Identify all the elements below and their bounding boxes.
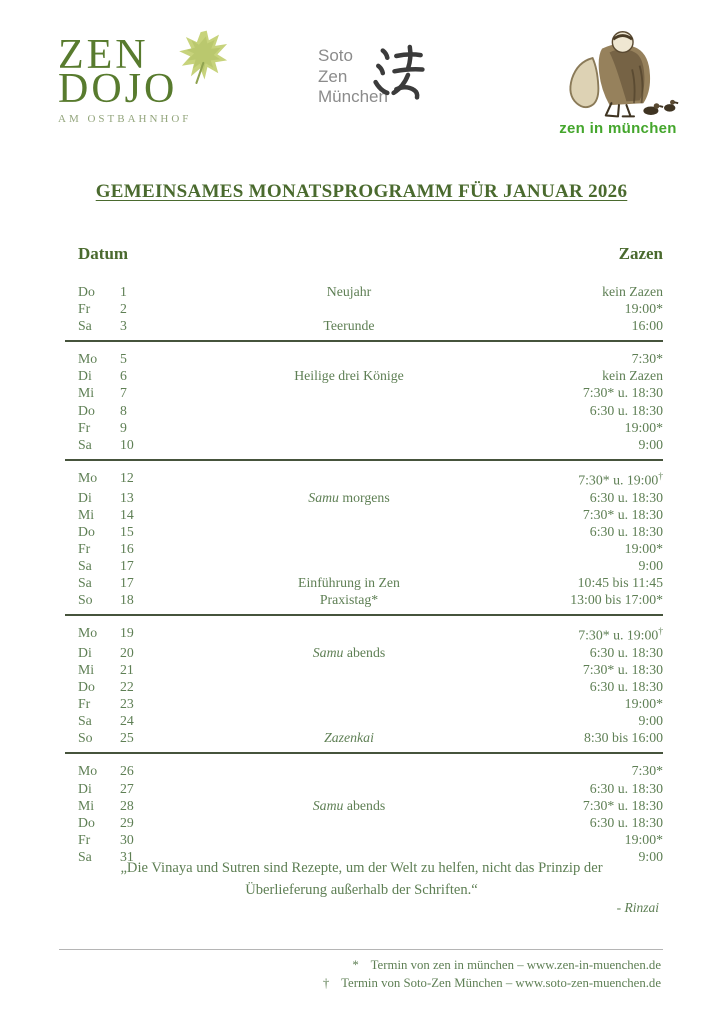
page-title: GEMEINSAMES MONATSPROGRAMM FÜR JANUAR 2026 <box>95 181 628 202</box>
time-cell: 7:30* u. 18:30 <box>582 797 663 813</box>
zen-dojo-logo <box>58 32 192 125</box>
event-cell: Teerunde <box>323 318 375 334</box>
event-cell <box>160 540 538 557</box>
schedule-table <box>65 280 663 871</box>
week-block <box>65 340 663 459</box>
time-cell: 6:30 u. 18:30 <box>589 489 663 505</box>
time-cell: 6:30 u. 18:30 <box>589 523 663 539</box>
date-cell: 27 <box>120 780 134 796</box>
date-cell: 2 <box>120 301 127 317</box>
zen-in-muenchen-caption: zen in münchen <box>559 120 677 137</box>
schedule-row <box>65 350 663 367</box>
time-cell: 9:00 <box>638 848 663 864</box>
schedule-row <box>65 678 663 695</box>
event-cell <box>160 506 538 523</box>
ducks <box>643 100 678 115</box>
schedule-row <box>65 317 663 334</box>
schedule-row <box>65 283 663 300</box>
event-cell <box>160 300 538 317</box>
date-cell: 31 <box>120 848 134 864</box>
time-cell: 6:30 u. 18:30 <box>589 814 663 830</box>
event-cell: Samu abends <box>312 797 386 813</box>
quote-line-2: Überlieferung außerhalb der Schriften.“ <box>245 881 478 898</box>
event-cell <box>160 419 538 436</box>
date-cell: 16 <box>120 540 134 556</box>
day-cell: Do <box>78 679 95 695</box>
date-cell: 28 <box>120 797 134 813</box>
date-cell: 19 <box>120 625 134 641</box>
event-cell <box>160 695 538 712</box>
event-cell <box>160 712 538 729</box>
day-cell: Fr <box>78 540 91 556</box>
date-cell: 5 <box>120 351 127 367</box>
time-cell: 16:00 <box>631 318 663 334</box>
day-cell: Mi <box>78 385 95 401</box>
day-cell: Sa <box>78 318 92 334</box>
quote-line-1: „Die Vinaya und Sutren sind Rezepte, um der Welt zu helfen, nicht das Prinzip der <box>120 860 603 876</box>
time-cell: 9:00 <box>638 436 663 452</box>
time-cell: 8:30 bis 16:00 <box>584 730 663 746</box>
maple-leaf-icon <box>170 24 236 90</box>
day-cell: Mo <box>78 351 98 367</box>
date-cell: 3 <box>120 318 127 334</box>
event-cell <box>160 661 538 678</box>
day-cell: Mo <box>78 469 98 485</box>
soto-zen-muenchen-logo <box>318 46 428 131</box>
schedule-row <box>65 436 663 453</box>
monk-illustration <box>555 28 681 122</box>
date-cell: 6 <box>120 368 127 384</box>
schedule-row <box>65 729 663 746</box>
event-cell <box>160 436 538 453</box>
time-cell: 7:30* u. 19:00† <box>578 627 663 643</box>
footnote-symbol: † <box>322 975 330 990</box>
event-cell <box>160 557 538 574</box>
date-cell: 29 <box>120 814 134 830</box>
time-cell: 19:00* <box>624 419 663 435</box>
date-cell: 21 <box>120 661 134 677</box>
time-cell: 7:30* u. 18:30 <box>582 661 663 677</box>
date-cell: 8 <box>120 402 127 418</box>
time-cell: kein Zazen <box>602 284 663 299</box>
time-cell: 6:30 u. 18:30 <box>589 679 663 695</box>
schedule-row <box>65 797 663 814</box>
soto-line: Soto <box>318 46 353 65</box>
time-cell: 7:30* u. 19:00† <box>578 471 663 488</box>
day-cell: Mo <box>78 763 98 779</box>
schedule-row <box>65 762 663 779</box>
date-cell: 24 <box>120 713 134 729</box>
date-cell: 23 <box>120 696 134 712</box>
date-cell: 15 <box>120 523 134 539</box>
schedule-row <box>65 780 663 797</box>
day-cell: Mo <box>78 625 98 641</box>
date-cell: 9 <box>120 419 127 435</box>
time-cell: kein Zazen <box>602 368 663 384</box>
schedule-row <box>65 300 663 317</box>
day-cell: Sa <box>78 848 92 864</box>
date-cell: 18 <box>120 592 134 608</box>
day-cell: Fr <box>78 419 91 435</box>
footer-divider <box>59 949 663 950</box>
event-cell: Einführung in Zen <box>298 575 400 590</box>
logo-line-zen: ZEN <box>58 32 149 78</box>
time-cell: 9:00 <box>638 557 663 573</box>
schedule-row <box>65 574 663 591</box>
event-cell: Neujahr <box>326 284 372 299</box>
schedule-row <box>65 384 663 401</box>
time-cell: 10:45 bis 11:45 <box>577 575 663 590</box>
time-cell: 19:00* <box>624 540 663 556</box>
day-cell: Do <box>78 284 95 299</box>
day-cell: So <box>78 592 93 608</box>
date-cell: 20 <box>120 644 134 660</box>
event-cell: Zazenkai <box>324 730 374 746</box>
time-cell: 6:30 u. 18:30 <box>589 780 663 796</box>
date-cell: 26 <box>120 763 134 779</box>
schedule-row <box>65 540 663 557</box>
week-block <box>65 614 663 752</box>
time-cell: 19:00* <box>624 831 663 847</box>
event-cell <box>160 384 538 401</box>
schedule-row <box>65 489 663 506</box>
schedule-row <box>65 402 663 419</box>
day-cell: Di <box>78 368 92 384</box>
event-cell <box>160 523 538 540</box>
event-cell <box>160 678 538 695</box>
schedule-row <box>65 831 663 848</box>
time-cell: 19:00* <box>624 301 663 317</box>
schedule-row <box>65 712 663 729</box>
day-cell: Fr <box>78 301 91 317</box>
zen-in-muenchen-logo <box>552 28 684 137</box>
day-cell: Sa <box>78 575 92 590</box>
day-cell: Mi <box>78 661 95 677</box>
schedule-row <box>65 419 663 436</box>
event-cell <box>160 780 538 797</box>
date-cell: 14 <box>120 506 134 522</box>
day-cell: Fr <box>78 831 91 847</box>
day-cell: Sa <box>78 713 92 729</box>
event-cell <box>160 469 538 489</box>
date-cell: 13 <box>120 489 134 505</box>
day-cell: Do <box>78 814 95 830</box>
footnote-text: Termin von zen in münchen – www.zen-in-muenchen.de <box>370 958 661 972</box>
day-cell: Fr <box>78 696 91 712</box>
schedule-row <box>65 644 663 661</box>
logo-subtitle: AM OSTBAHNHOF <box>58 112 192 125</box>
date-cell: 7 <box>120 385 127 401</box>
footnotes <box>320 957 661 992</box>
time-cell: 7:30* <box>631 351 663 367</box>
event-cell <box>160 624 538 644</box>
quote-attribution: - Rinzai <box>616 900 659 915</box>
event-cell <box>160 402 538 419</box>
table-column-headers <box>65 244 663 264</box>
day-cell: Do <box>78 523 95 539</box>
date-cell: 10 <box>120 436 134 452</box>
time-cell: 6:30 u. 18:30 <box>589 644 663 660</box>
zen-line: Zen <box>318 66 348 86</box>
time-cell: 13:00 bis 17:00* <box>570 592 663 608</box>
time-cell: 7:30* u. 18:30 <box>582 385 663 401</box>
day-cell: Sa <box>78 436 92 452</box>
schedule-row <box>65 523 663 540</box>
event-cell <box>160 814 538 831</box>
day-cell: Sa <box>78 557 92 573</box>
date-cell: 1 <box>120 284 127 299</box>
event-cell <box>160 762 538 779</box>
week-block <box>65 752 663 871</box>
event-cell: Samu abends <box>312 644 386 660</box>
footnote-symbol: * <box>352 958 359 972</box>
day-cell: Mi <box>78 797 95 813</box>
event-cell <box>160 350 538 367</box>
schedule-row <box>65 367 663 384</box>
schedule-row <box>65 469 663 489</box>
week-block <box>65 280 663 340</box>
column-header-datum: Datum <box>78 244 129 263</box>
date-cell: 22 <box>120 679 134 695</box>
schedule-row <box>65 624 663 644</box>
footnote-line <box>320 975 661 993</box>
time-cell: 6:30 u. 18:30 <box>589 402 663 418</box>
event-cell: Heilige drei Könige <box>294 368 404 384</box>
schedule-row <box>65 814 663 831</box>
day-cell: Di <box>78 780 92 796</box>
date-cell: 12 <box>120 469 134 485</box>
event-cell <box>160 831 538 848</box>
day-cell: Di <box>78 489 92 505</box>
week-block <box>65 459 663 614</box>
quote <box>60 858 663 901</box>
footnote-text: Termin von Soto-Zen München – www.soto-zen-muenchen.de <box>341 975 661 990</box>
date-cell: 17 <box>120 557 134 573</box>
time-cell: 19:00* <box>624 696 663 712</box>
muenchen-line: München <box>318 87 388 107</box>
date-cell: 30 <box>120 831 134 847</box>
day-cell: Do <box>78 402 95 418</box>
schedule-row <box>65 506 663 523</box>
schedule-row <box>65 591 663 608</box>
schedule-row <box>65 695 663 712</box>
day-cell: Di <box>78 644 92 660</box>
column-header-zazen: Zazen <box>618 244 663 263</box>
logo-line-dojo: DOJO <box>58 66 178 113</box>
date-cell: 17 <box>120 575 134 590</box>
schedule-row <box>65 661 663 678</box>
time-cell: 7:30* u. 18:30 <box>582 506 663 522</box>
day-cell: So <box>78 730 93 746</box>
time-cell: 7:30* <box>631 763 663 779</box>
date-cell: 25 <box>120 730 134 746</box>
time-cell: 9:00 <box>638 713 663 729</box>
schedule-row <box>65 557 663 574</box>
event-cell: Praxistag* <box>319 592 379 608</box>
day-cell: Mi <box>78 506 95 522</box>
footnote-line <box>320 957 661 975</box>
event-cell: Samu morgens <box>308 489 390 505</box>
dharma-kanji-icon <box>372 42 426 106</box>
